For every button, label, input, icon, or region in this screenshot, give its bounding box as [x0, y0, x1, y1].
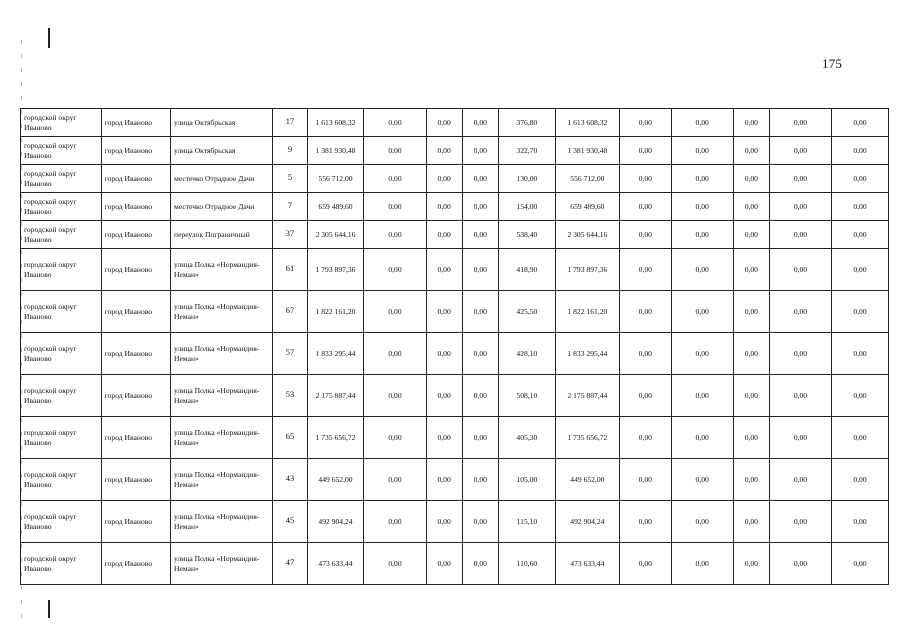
value-cell: 0,00: [769, 291, 831, 333]
value-cell: 0,00: [364, 291, 426, 333]
value-cell: 0,00: [671, 165, 733, 193]
okrug-cell: городской округ Иваново: [21, 193, 102, 221]
value-cell: 0,00: [769, 333, 831, 375]
value-cell: 0,00: [832, 501, 889, 543]
table-row: [21, 501, 889, 543]
value-cell: 0,00: [619, 291, 671, 333]
value-cell: 0,00: [619, 375, 671, 417]
value-cell: 0,00: [426, 375, 462, 417]
value-cell: 0,00: [364, 249, 426, 291]
total-cost-cell: 473 633,44: [307, 543, 364, 585]
value-cell: 0,00: [733, 501, 769, 543]
value-cell: 0,00: [769, 109, 831, 137]
value-cell: 0,00: [364, 333, 426, 375]
city-cell: город Иваново: [101, 193, 170, 221]
value-cell: 0,00: [364, 501, 426, 543]
value-cell: 0,00: [364, 221, 426, 249]
value-cell: 0,00: [619, 137, 671, 165]
sum-cell: 449 652,00: [555, 459, 619, 501]
value-cell: 0,00: [619, 221, 671, 249]
value-cell: 0,00: [733, 137, 769, 165]
house-number-cell: 67: [273, 291, 307, 333]
area-cell: 130,00: [498, 165, 555, 193]
street-cell: улица Полка «Нормандия-Неман»: [171, 375, 273, 417]
okrug-cell: городской округ Иваново: [21, 291, 102, 333]
value-cell: 0,00: [671, 543, 733, 585]
value-cell: 0,00: [462, 221, 498, 249]
sum-cell: 1 613 608,32: [555, 109, 619, 137]
value-cell: 0,00: [426, 543, 462, 585]
sum-cell: 659 489,60: [555, 193, 619, 221]
value-cell: 0,00: [364, 459, 426, 501]
value-cell: 0,00: [619, 543, 671, 585]
area-cell: 105,00: [498, 459, 555, 501]
sum-cell: 1 833 295,44: [555, 333, 619, 375]
value-cell: 0,00: [426, 109, 462, 137]
total-cost-cell: 492 904,24: [307, 501, 364, 543]
total-cost-cell: 2 175 887,44: [307, 375, 364, 417]
table-row: [21, 543, 889, 585]
table-row: [21, 333, 889, 375]
value-cell: 0,00: [733, 417, 769, 459]
table-row: [21, 417, 889, 459]
table-row: [21, 109, 889, 137]
value-cell: 0,00: [671, 221, 733, 249]
table-row: [21, 459, 889, 501]
area-cell: 154,00: [498, 193, 555, 221]
value-cell: 0,00: [462, 193, 498, 221]
area-cell: 425,50: [498, 291, 555, 333]
value-cell: 0,00: [733, 221, 769, 249]
value-cell: 0,00: [733, 109, 769, 137]
street-cell: улица Октябрьская: [171, 137, 273, 165]
city-cell: город Иваново: [101, 333, 170, 375]
total-cost-cell: 1 793 897,36: [307, 249, 364, 291]
value-cell: 0,00: [426, 417, 462, 459]
table-row: [21, 291, 889, 333]
street-cell: улица Октябрьская: [171, 109, 273, 137]
house-number-cell: 17: [273, 109, 307, 137]
value-cell: 0,00: [426, 221, 462, 249]
value-cell: 0,00: [733, 165, 769, 193]
house-number-cell: 61: [273, 249, 307, 291]
table-body: [21, 109, 889, 585]
value-cell: 0,00: [364, 109, 426, 137]
sum-cell: 2 175 887,44: [555, 375, 619, 417]
house-number-cell: 45: [273, 501, 307, 543]
total-cost-cell: 1 822 161,20: [307, 291, 364, 333]
value-cell: 0,00: [462, 459, 498, 501]
value-cell: 0,00: [671, 137, 733, 165]
total-cost-cell: 1 613 608,32: [307, 109, 364, 137]
value-cell: 0,00: [426, 249, 462, 291]
value-cell: 0,00: [671, 291, 733, 333]
city-cell: город Иваново: [101, 459, 170, 501]
value-cell: 0,00: [462, 543, 498, 585]
table-row: [21, 193, 889, 221]
value-cell: 0,00: [671, 417, 733, 459]
table-row: [21, 375, 889, 417]
city-cell: город Иваново: [101, 501, 170, 543]
table-row: [21, 249, 889, 291]
value-cell: 0,00: [832, 543, 889, 585]
value-cell: 0,00: [619, 333, 671, 375]
table-row: [21, 165, 889, 193]
value-cell: 0,00: [832, 291, 889, 333]
house-number-cell: 43: [273, 459, 307, 501]
value-cell: 0,00: [619, 165, 671, 193]
value-cell: 0,00: [733, 193, 769, 221]
house-number-cell: 37: [273, 221, 307, 249]
sum-cell: 473 633,44: [555, 543, 619, 585]
value-cell: 0,00: [832, 137, 889, 165]
value-cell: 0,00: [832, 459, 889, 501]
house-number-cell: 53: [273, 375, 307, 417]
street-cell: улица Полка «Нормандия-Неман»: [171, 249, 273, 291]
okrug-cell: городской округ Иваново: [21, 109, 102, 137]
value-cell: 0,00: [671, 193, 733, 221]
value-cell: 0,00: [619, 459, 671, 501]
value-cell: 0,00: [733, 543, 769, 585]
value-cell: 0,00: [769, 543, 831, 585]
value-cell: 0,00: [769, 375, 831, 417]
table-row: [21, 137, 889, 165]
value-cell: 0,00: [426, 459, 462, 501]
value-cell: 0,00: [426, 333, 462, 375]
value-cell: 0,00: [832, 333, 889, 375]
value-cell: 0,00: [364, 165, 426, 193]
city-cell: город Иваново: [101, 375, 170, 417]
area-cell: 110,60: [498, 543, 555, 585]
okrug-cell: городской округ Иваново: [21, 137, 102, 165]
value-cell: 0,00: [671, 501, 733, 543]
value-cell: 0,00: [462, 249, 498, 291]
total-cost-cell: 2 305 644,16: [307, 221, 364, 249]
value-cell: 0,00: [832, 109, 889, 137]
scan-mark: [48, 600, 50, 618]
area-cell: 405,30: [498, 417, 555, 459]
house-number-cell: 5: [273, 165, 307, 193]
sum-cell: 492 904,24: [555, 501, 619, 543]
street-cell: улица Полка «Нормандия-Неман»: [171, 501, 273, 543]
city-cell: город Иваново: [101, 291, 170, 333]
value-cell: 0,00: [426, 165, 462, 193]
street-cell: улица Полка «Нормандия-Неман»: [171, 291, 273, 333]
value-cell: 0,00: [733, 375, 769, 417]
value-cell: 0,00: [619, 193, 671, 221]
value-cell: 0,00: [364, 193, 426, 221]
value-cell: 0,00: [769, 417, 831, 459]
total-cost-cell: 1 381 930,48: [307, 137, 364, 165]
area-cell: 322,70: [498, 137, 555, 165]
value-cell: 0,00: [769, 459, 831, 501]
house-number-cell: 7: [273, 193, 307, 221]
total-cost-cell: 449 652,00: [307, 459, 364, 501]
area-cell: 115,10: [498, 501, 555, 543]
city-cell: город Иваново: [101, 137, 170, 165]
total-cost-cell: 556 712,00: [307, 165, 364, 193]
street-cell: улица Полка «Нормандия-Неман»: [171, 417, 273, 459]
value-cell: 0,00: [769, 221, 831, 249]
house-number-cell: 9: [273, 137, 307, 165]
okrug-cell: городской округ Иваново: [21, 333, 102, 375]
value-cell: 0,00: [426, 137, 462, 165]
value-cell: 0,00: [832, 221, 889, 249]
total-cost-cell: 1 833 295,44: [307, 333, 364, 375]
area-cell: 538,40: [498, 221, 555, 249]
value-cell: 0,00: [769, 193, 831, 221]
house-number-cell: 65: [273, 417, 307, 459]
okrug-cell: городской округ Иваново: [21, 221, 102, 249]
total-cost-cell: 659 489,60: [307, 193, 364, 221]
city-cell: город Иваново: [101, 249, 170, 291]
value-cell: 0,00: [671, 375, 733, 417]
street-cell: местечко Отрадное Дачи: [171, 193, 273, 221]
sum-cell: 1 822 161,20: [555, 291, 619, 333]
value-cell: 0,00: [462, 109, 498, 137]
page-number: 175: [822, 56, 843, 71]
value-cell: 0,00: [769, 137, 831, 165]
value-cell: 0,00: [462, 165, 498, 193]
value-cell: 0,00: [619, 109, 671, 137]
city-cell: город Иваново: [101, 417, 170, 459]
okrug-cell: городской округ Иваново: [21, 249, 102, 291]
city-cell: город Иваново: [101, 543, 170, 585]
value-cell: 0,00: [364, 375, 426, 417]
total-cost-cell: 1 735 656,72: [307, 417, 364, 459]
okrug-cell: городской округ Иваново: [21, 375, 102, 417]
value-cell: 0,00: [769, 165, 831, 193]
value-cell: 0,00: [832, 375, 889, 417]
sum-cell: 1 735 656,72: [555, 417, 619, 459]
value-cell: 0,00: [364, 417, 426, 459]
street-cell: местечко Отрадное Дачи: [171, 165, 273, 193]
value-cell: 0,00: [462, 137, 498, 165]
value-cell: 0,00: [832, 417, 889, 459]
okrug-cell: городской округ Иваново: [21, 165, 102, 193]
sum-cell: 2 305 644,16: [555, 221, 619, 249]
sum-cell: 1 381 930,48: [555, 137, 619, 165]
value-cell: 0,00: [364, 543, 426, 585]
house-number-cell: 47: [273, 543, 307, 585]
value-cell: 0,00: [462, 417, 498, 459]
value-cell: 0,00: [462, 501, 498, 543]
street-cell: переулок Пограничный: [171, 221, 273, 249]
value-cell: 0,00: [426, 193, 462, 221]
okrug-cell: городской округ Иваново: [21, 459, 102, 501]
value-cell: 0,00: [671, 333, 733, 375]
value-cell: 0,00: [426, 501, 462, 543]
value-cell: 0,00: [832, 165, 889, 193]
value-cell: 0,00: [733, 291, 769, 333]
value-cell: 0,00: [619, 249, 671, 291]
street-cell: улица Полка «Нормандия-Неман»: [171, 459, 273, 501]
area-cell: 508,10: [498, 375, 555, 417]
area-cell: 428,10: [498, 333, 555, 375]
value-cell: 0,00: [832, 193, 889, 221]
value-cell: 0,00: [733, 249, 769, 291]
sum-cell: 1 793 897,36: [555, 249, 619, 291]
value-cell: 0,00: [462, 291, 498, 333]
house-number-cell: 57: [273, 333, 307, 375]
value-cell: 0,00: [832, 249, 889, 291]
value-cell: 0,00: [364, 137, 426, 165]
value-cell: 0,00: [733, 333, 769, 375]
value-cell: 0,00: [769, 249, 831, 291]
value-cell: 0,00: [671, 459, 733, 501]
value-cell: 0,00: [671, 249, 733, 291]
area-cell: 376,80: [498, 109, 555, 137]
value-cell: 0,00: [462, 375, 498, 417]
city-cell: город Иваново: [101, 221, 170, 249]
value-cell: 0,00: [733, 459, 769, 501]
value-cell: 0,00: [671, 109, 733, 137]
area-cell: 418,90: [498, 249, 555, 291]
city-cell: город Иваново: [101, 165, 170, 193]
city-cell: город Иваново: [101, 109, 170, 137]
table-row: [21, 221, 889, 249]
value-cell: 0,00: [426, 291, 462, 333]
value-cell: 0,00: [619, 501, 671, 543]
okrug-cell: городской округ Иваново: [21, 543, 102, 585]
okrug-cell: городской округ Иваново: [21, 417, 102, 459]
value-cell: 0,00: [462, 333, 498, 375]
value-cell: 0,00: [769, 501, 831, 543]
value-cell: 0,00: [619, 417, 671, 459]
okrug-cell: городской округ Иваново: [21, 501, 102, 543]
street-cell: улица Полка «Нормандия-Неман»: [171, 333, 273, 375]
sum-cell: 556 712,00: [555, 165, 619, 193]
street-cell: улица Полка «Нормандия-Неман»: [171, 543, 273, 585]
scan-mark: [48, 28, 50, 48]
housing-register-table: [20, 108, 889, 585]
